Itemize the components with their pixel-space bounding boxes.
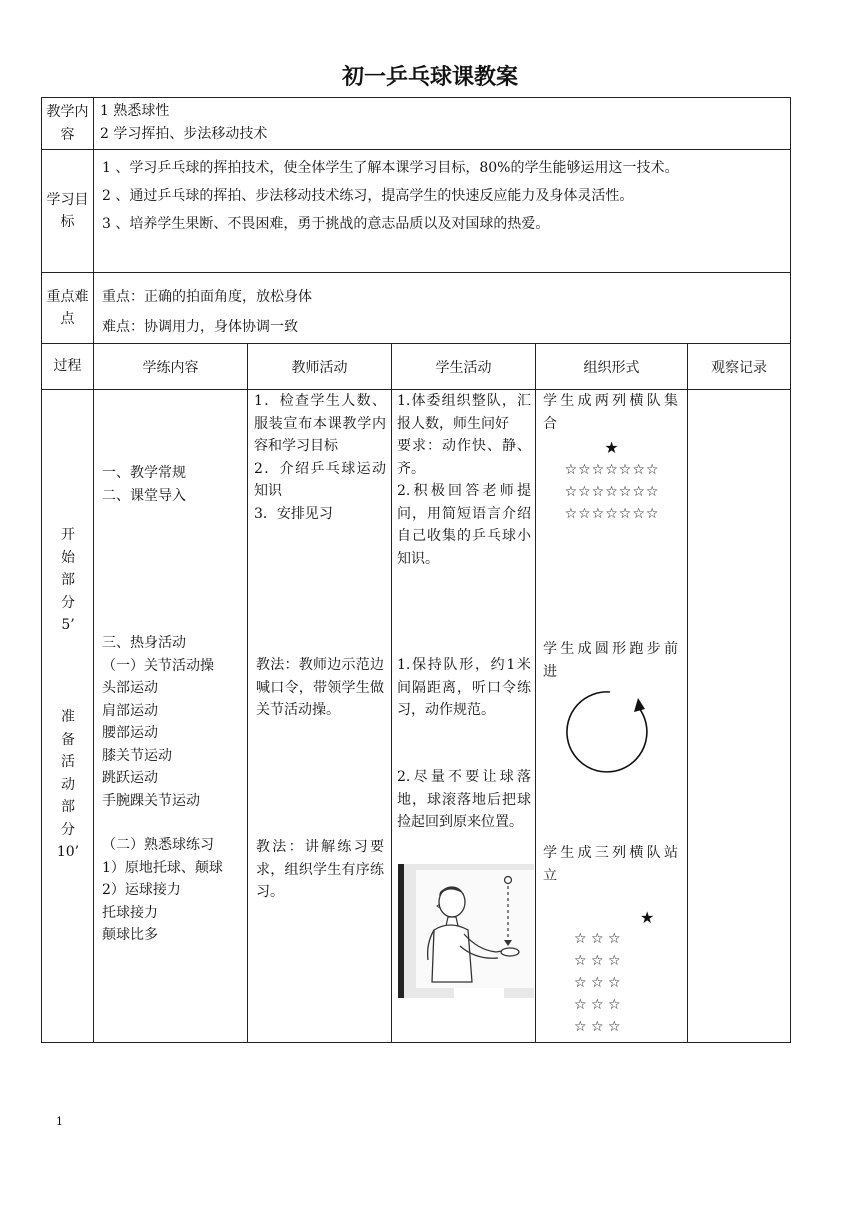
prep-part-time: 10’ xyxy=(56,844,80,860)
teacher-method-1: 教法：教师边示范边喊口令，带领学生做关节活动操。 xyxy=(256,657,384,718)
joint-item: 头部运动 xyxy=(102,680,158,696)
student-step-4: 2.尽量不要让球落地，球滚落地后把球捡起回到原来位置。 xyxy=(397,769,531,830)
student-star-row: ☆ ☆ ☆ xyxy=(574,931,621,947)
teacher-method-2: 教法：讲解练习要求，组织学生有序练习。 xyxy=(256,839,384,900)
content-line-1: 1 熟悉球性 xyxy=(100,103,170,119)
student-star-row: ☆ ☆ ☆ xyxy=(574,997,621,1013)
ball-item: 1）原地托球、颠球 xyxy=(102,859,223,876)
content-routine: 一、教学常规 xyxy=(102,465,186,481)
teacher-step-3: 3．安排见习 xyxy=(254,505,333,522)
teacher-step-2: 2．介绍乒乓球运动知识 xyxy=(254,460,386,499)
student-star-row: ☆ ☆ ☆ xyxy=(574,975,621,991)
goal-3: 3 、培养学生果断、不畏困难，勇于挑战的意志品质以及对国球的热爱。 xyxy=(102,216,550,232)
row-learning-goals xyxy=(42,150,791,273)
label-teaching-content: 教学内容 xyxy=(46,104,89,143)
goal-1: 1 、学习乒乓球的挥拍技术，使全体学生了解本课学习目标，80%的学生能够运用这一技术。 xyxy=(102,160,679,176)
header-observation: 观察记录 xyxy=(688,344,791,390)
table-header-row xyxy=(42,344,791,390)
student-star-row: ☆ ☆ ☆ xyxy=(574,953,621,969)
document-title: 初一乒乓球课教案 xyxy=(341,65,518,90)
teacher-step-1: 1．检查学生人数、服装宣布本课教学内容和学习目标 xyxy=(254,393,386,454)
goal-2: 2 、通过乒乓球的挥拍、步法移动技术练习，提高学生的快速反应能力及身体灵活性。 xyxy=(102,188,634,204)
header-teacher: 教师活动 xyxy=(248,344,392,390)
joint-item: 膝关节运动 xyxy=(102,747,172,764)
teacher-star: ★ xyxy=(640,908,655,927)
start-part-time: 5’ xyxy=(61,617,75,633)
student-requirement: 要求：动作快、静、齐。 xyxy=(397,438,531,477)
start-part-label: 开始部分 xyxy=(61,527,75,611)
key-point: 重点：正确的拍面角度，放松身体 xyxy=(102,289,312,305)
content-ball: （二）熟悉球练习 xyxy=(102,837,214,853)
label-key-points: 重点难点 xyxy=(46,288,89,327)
student-star-row: ☆☆☆☆☆☆☆ xyxy=(564,484,660,500)
org-two-lines: 学生成两列横队集合 xyxy=(543,393,681,432)
prep-part-label: 准备活动部分 xyxy=(61,709,75,838)
ball-bouncing-illustration xyxy=(398,864,534,998)
ball-item: 托球接力 xyxy=(102,904,158,921)
joint-item: 肩部运动 xyxy=(102,702,158,719)
row-teaching-content xyxy=(42,98,791,150)
observation-cell xyxy=(688,390,791,1043)
header-student: 学生活动 xyxy=(392,344,536,390)
lesson-body-row xyxy=(42,390,791,1043)
circle-run-diagram xyxy=(556,680,656,784)
header-content: 学练内容 xyxy=(94,344,248,390)
row-key-points xyxy=(42,273,791,344)
label-learning-goals: 学习目标 xyxy=(46,191,89,230)
difficulty-point: 难点：协调用力，身体协调一致 xyxy=(102,319,298,335)
ball-item: 颠球比多 xyxy=(102,927,158,943)
content-line-2: 2 学习挥拍、步法移动技术 xyxy=(100,125,268,142)
org-three-lines: 学生成三列横队站立 xyxy=(543,845,681,884)
lesson-plan-table xyxy=(41,97,791,1043)
page-number: 1 xyxy=(56,1115,63,1128)
content-intro: 二、课堂导入 xyxy=(102,487,186,504)
student-step-3: 1.保持队形，约1米间隔距离，听口令练习，动作规范。 xyxy=(397,657,531,718)
joint-item: 腰部运动 xyxy=(102,725,158,741)
header-process: 过程 xyxy=(53,358,82,375)
ball-item: 2）运球接力 xyxy=(102,882,181,898)
org-circle-run: 学生成圆形跑步前进 xyxy=(543,641,681,680)
student-step-1: 1.体委组织整队，汇报人数，师生问好 xyxy=(397,393,531,432)
joint-item: 跳跃运动 xyxy=(102,770,158,786)
header-organization: 组织形式 xyxy=(536,344,688,390)
student-step-2: 2.积极回答老师提问，用简短语言介绍自己收集的乒乓球小知识。 xyxy=(397,483,531,567)
content-joint: （一）关节活动操 xyxy=(102,657,214,674)
teacher-star: ★ xyxy=(604,438,620,457)
joint-item: 手腕踝关节运动 xyxy=(102,792,200,809)
student-star-row: ☆☆☆☆☆☆☆ xyxy=(564,506,660,522)
content-warmup: 三、热身活动 xyxy=(102,635,186,651)
student-star-row: ☆ ☆ ☆ xyxy=(574,1019,621,1035)
student-star-row: ☆☆☆☆☆☆☆ xyxy=(564,462,660,478)
